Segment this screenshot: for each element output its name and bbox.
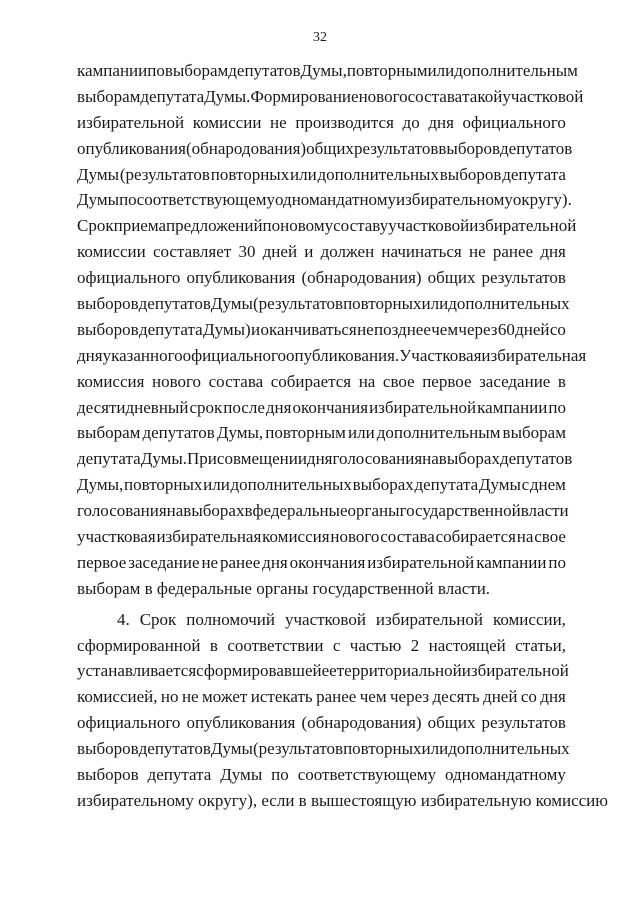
text-line: выборов депутата Думы по соответствующему одномандатному	[77, 765, 566, 785]
text-line: Думы по соответствующему одномандатному избирательному округу).	[77, 190, 572, 210]
text-line: 4. Срок полномочий участковой избирательной комиссии,	[117, 609, 566, 629]
text-line: дня указанного официального опубликования. Участковая избирательная	[77, 345, 587, 365]
text-line: опубликования (обнародования) общих результатов выборов депутатов	[77, 138, 573, 158]
text-line: первое заседание не ранее дня окончания избирательной кампании по	[77, 552, 566, 572]
text-line: выборам депутатов Думы, повторным или дополнительным выборам	[77, 423, 566, 443]
text-line: Думы (результатов повторных или дополнительных выборов депутата	[77, 164, 566, 184]
text-line: комиссией, но не может истекать ранее чем через десять дней со дня	[77, 687, 566, 707]
text-line: выборов депутата Думы) и оканчиваться не позднее чем через 60 дней со	[77, 319, 566, 339]
paragraph	[77, 607, 608, 814]
text-line: официального опубликования (обнародования) общих результатов	[77, 713, 566, 733]
paragraph	[77, 58, 587, 602]
text-line: выборам депутата Думы. Формирование нового состава такой участковой	[77, 86, 584, 106]
text-line: избирательному округу), если в вышестоящую избирательную комиссию	[77, 790, 608, 810]
text-line: избирательной комиссии не производится до дня официального	[77, 112, 566, 132]
page-number: 32	[313, 30, 327, 45]
text-line: выборам в федеральные органы государственной власти.	[77, 578, 491, 598]
text-line: Думы, повторных или дополнительных выборах депутата Думы с днем	[77, 475, 566, 495]
text-line: Срок приема предложений по новому составу участковой избирательной	[77, 216, 577, 236]
text-line: комиссия нового состава собирается на свое первое заседание в	[77, 371, 566, 391]
text-line: десятидневный срок после дня окончания избирательной кампании по	[77, 397, 566, 417]
text-line: комиссии составляет 30 дней и должен начинаться не ранее дня	[77, 242, 566, 262]
text-line: голосования на выборах в федеральные органы государственной власти	[77, 501, 569, 521]
text-line: депутата Думы. При совмещении дня голосования на выборах депутатов	[77, 449, 573, 469]
text-line: выборов депутатов Думы (результатов повторных или дополнительных	[77, 739, 570, 759]
text-line: официального опубликования (обнародования) общих результатов	[77, 268, 566, 288]
text-line: выборов депутатов Думы (результатов повторных или дополнительных	[77, 294, 570, 314]
text-line: участковая избирательная комиссия нового состава собирается на свое	[77, 527, 566, 547]
text-line: кампании по выборам депутатов Думы, повторным или дополнительным	[77, 61, 578, 80]
text-line: сформированной в соответствии с частью 2 настоящей статьи,	[77, 635, 566, 655]
document-body	[77, 58, 608, 814]
text-line: устанавливается сформировавшей ее территориальной избирательной	[77, 661, 569, 681]
